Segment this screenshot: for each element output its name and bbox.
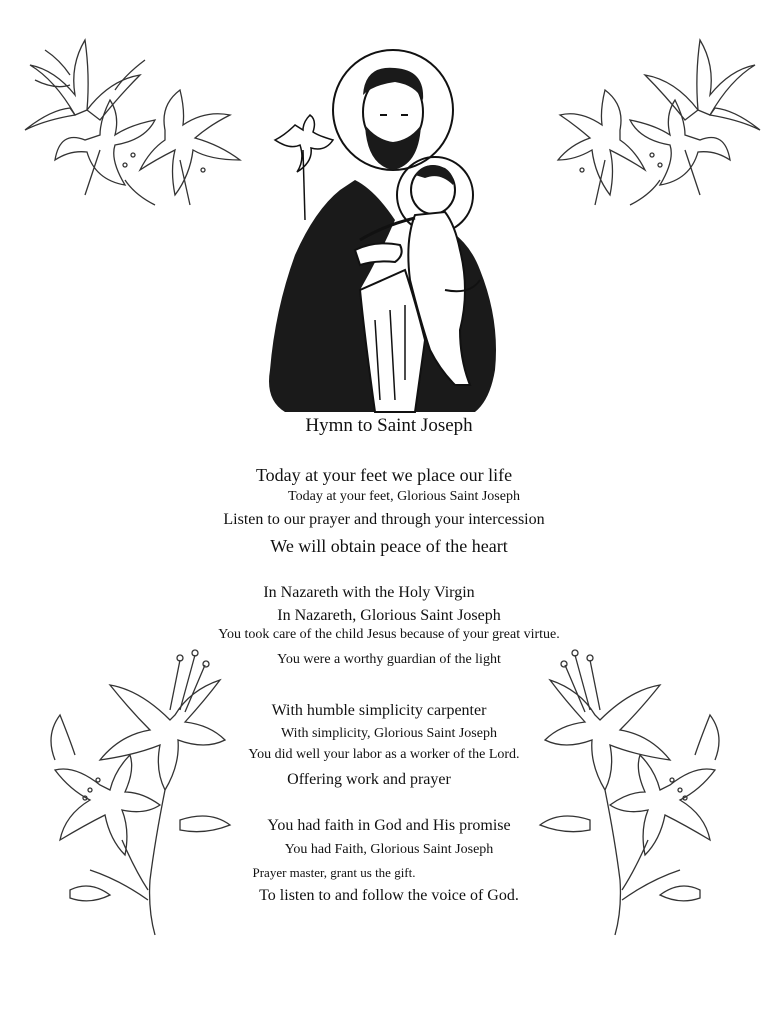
verse-line: We will obtain peace of the heart [270, 536, 508, 556]
verse-line: Today at your feet we place our life [255, 465, 513, 485]
verse-line: You had faith in God and His promise [267, 817, 511, 834]
verse-line: With humble simplicity carpenter [271, 702, 487, 719]
verse-line: You took care of the child Jesus because of your great virtue. [218, 627, 560, 642]
verse-line: You had Faith, Glorious Saint Joseph [284, 842, 494, 857]
hymn-title: Hymn to Saint Joseph [305, 415, 473, 436]
verse-line: You did well your labor as a worker of the Lord. [248, 747, 520, 762]
lily-flower-illustration [555, 20, 768, 210]
verse-line: In Nazareth with the Holy Virgin [263, 584, 475, 601]
verse-line: Offering work and prayer [287, 771, 451, 788]
verse-line: Prayer master, grant us the gift. [252, 865, 416, 880]
verse-line: In Nazareth, Glorious Saint Joseph [277, 607, 501, 624]
verse-line: With simplicity, Glorious Saint Joseph [281, 726, 497, 741]
verse-line: Today at your feet, Glorious Saint Joseph [288, 489, 520, 504]
lily-flower-illustration [15, 20, 245, 210]
verse-line: To listen to and follow the voice of God. [259, 887, 519, 904]
saint-joseph-with-child-illustration [255, 40, 515, 415]
verse-line: Listen to our prayer and through your intercession [223, 511, 545, 528]
verse-line: You were a worthy guardian of the light [277, 652, 501, 667]
